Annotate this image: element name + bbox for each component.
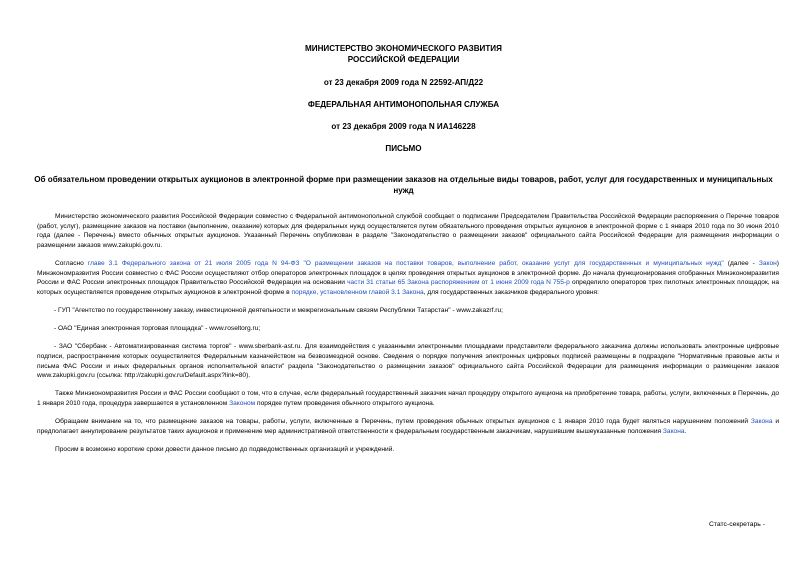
text-fragment: Обращаем внимание на то, что размещение заказов на товары, работы, услуги, включенные в Перечень, путем проведения обычных открытых аукционов с 1 января 2010 года будет являться нарушением положений [55,418,751,426]
signature-title: Статс-секретарь - [708,521,765,528]
law-link[interactable]: Закона [662,427,685,435]
order-link[interactable]: распоряжением от 1 июня 2009 года N 755-р [430,279,570,287]
document-subject: Об обязательном проведении открытых аукционов в электронной форме при размещении заказов на отдельные виды товаров, работ, услуг для государственных и муниципальных нужд [34,175,773,195]
text-fragment: и предполагает аннулирование результатов таких аукционов и применение мер административной ответственности к федеральным государственным заказчикам, нарушившим вышеуказанные положения [37,418,780,435]
ministry-line-2: РОССИЙСКОЙ ФЕДЕРАЦИИ [347,54,460,64]
text-fragment: порядке путем проведения обычного открытого аукциона. [255,399,435,407]
text-fragment: Также Минэкономразвития России и ФАС России сообщают о том, что в случае, если федеральный государственный заказчик начал процедуру открытого аукциона на приобретение товара, работы, услуги, включенных в Перечень, до 1 января 2010 года, процедура завершается в установленном [37,390,779,407]
law-link[interactable]: Закона [750,418,773,426]
agency-heading: ФЕДЕРАЛЬНАЯ АНТИМОНОПОЛЬНАЯ СЛУЖБА [307,100,500,109]
ministry-line-1: МИНИСТЕРСТВО ЭКОНОМИЧЕСКОГО РАЗВИТИЯ [305,44,502,53]
agency-number: от 23 декабря 2009 года N ИА146228 [331,122,476,131]
law-link[interactable]: Законом [229,399,256,407]
procedure-link[interactable]: порядке, установленном главой 3.1 Закона [291,288,424,296]
paragraph-1: Министерство экономического развития Российской Федерации совместно с Федеральной антимонопольной службой сообщает о подписании Председателем Правительства Российской Федерации распоряжения о Перечне товаров (работ, услуг), размещение заказов на поставки (выполнение, оказание) которых для федеральных нужд осуществляется путем обязательного проведения открытых аукционов в электронной форме с 1 января 2010 года по 30 июня 2010 года (далее - Перечень) вместо обычных открытых аукционов. Указанный Перечень опубликован в разделе "Законодательство о размещении заказов" официального сайта Российской Федерации для размещения информации о размещении заказов www.zakupki.gov.ru. [37,213,779,249]
paragraph-2 [37,259,779,297]
paragraph-4 [37,417,779,436]
document-body [37,212,779,463]
ministry-heading [0,44,807,65]
list-item: - ОАО "Единая электронная торговая площадка" - www.roseltorg.ru; [54,325,261,333]
ministry-number: от 23 декабря 2009 года N 22592-АП/Д22 [323,78,484,87]
text-fragment: (далее - [723,259,759,267]
document-type: ПИСЬМО [385,144,422,153]
paragraph-3 [37,389,779,408]
law-article-link[interactable]: части 31 статьи 65 Закона [347,279,429,287]
law-link[interactable]: Закон [758,259,777,267]
text-fragment: . [684,427,687,435]
list-item: - ЗАО "Сбербанк - Автоматизированная система торгов" - www.sberbank-ast.ru. Для взаимодействия с указанными электронными площадками представители федерального заказчика должны использовать электронные цифровые подписи, распространение которых осуществляется Федеральным казначейством на безвозмездной основе. Сведения о порядке получения электронных цифровых подписей размещены в подразделе "Нормативные правовые акты и письма ФАС России и иных федеральных органов исполнительной власти" раздела "Законодательство о размещении заказов" официального сайта Российской Федерации для размещения информации о размещении заказов www.zakupki.gov.ru (ссылка: http://zakupki.gov.ru/Default.aspx?link=80). [37,343,779,380]
text-fragment: ) Минэкономразвития России совместно с ФАС России осуществляют отбор операторов электронных площадок в целях проведения открытых аукционов в электронной форме. До начала функционирования отобранных Минэкономразвития России и ФАС России электронных площадок Правительство Российской Федерации на основании [37,259,779,287]
text-fragment: Согласно [55,259,88,267]
text-fragment: , для государственных заказчиков федерального уровня: [423,288,599,296]
list-item: - ГУП "Агентство по государственному заказу, инвестиционной деятельности и межрегиональным связям Республики Татарстан" - www.zakazrf.ru; [54,306,503,314]
text-fragment: определило операторов трех пилотных электронных площадок, на которых осуществляется проведение открытых аукционов в электронной форме в [37,279,779,296]
law-chapter-link[interactable]: главе 3.1 Федерального закона от 21 июля 2005 года N 94-ФЗ "О размещении заказов на поставки товаров, выполнение работ, оказание услуг для государственных и муниципальных нужд" [87,259,724,267]
paragraph-5: Просим в возможно короткие сроки довести данное письмо до подведомственных организаций и учреждений. [55,445,395,453]
